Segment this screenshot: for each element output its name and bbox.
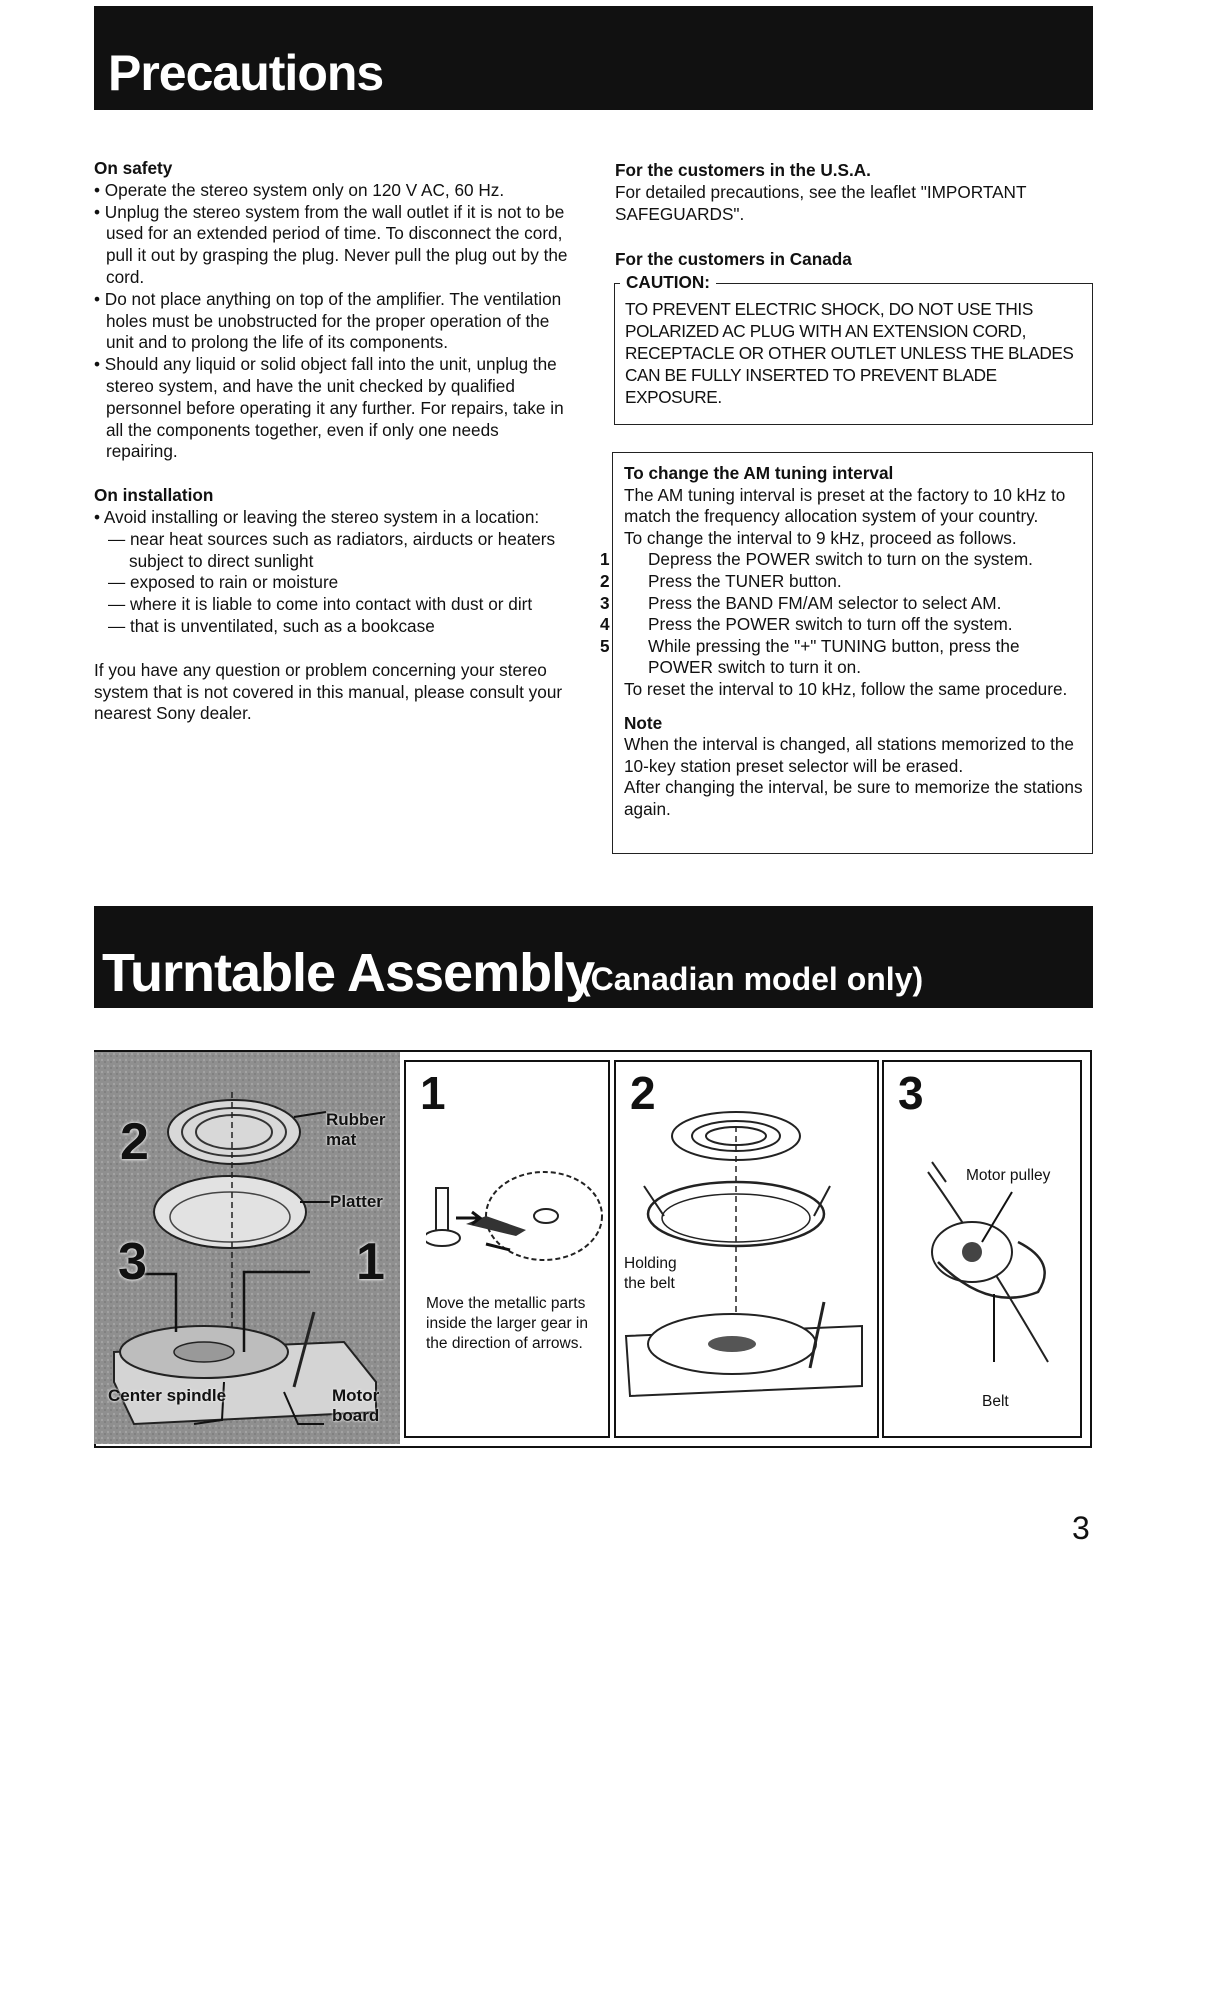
am-step: 3 Press the BAND FM/AM selector to select AM.: [600, 592, 1002, 613]
caution-title: CAUTION:: [620, 272, 716, 293]
am-step: 4 Press the POWER switch to turn off the system.: [600, 614, 1013, 635]
am-step: 1 Depress the POWER switch to turn on the system.: [600, 549, 1033, 570]
page-number: 3: [1072, 1510, 1090, 1546]
turntable-exploded-photo: [94, 1052, 400, 1444]
belt-label: Belt: [982, 1393, 1009, 1410]
platter-label: Platter: [330, 1192, 383, 1211]
installation-item: — where it is liable to come into contact with dust or dirt: [108, 594, 533, 615]
turntable-banner: [94, 906, 1093, 1008]
am-tuning-change: To change the interval to 9 kHz, proceed as follows.: [624, 527, 1017, 548]
installation-item: — near heat sources such as radiators, airducts or heaters subject to direct sunlight: [108, 528, 556, 571]
installation-item: — exposed to rain or moisture: [108, 572, 339, 593]
turntable-subtitle: (Canadian model only): [580, 961, 924, 997]
canada-heading: For the customers in Canada: [615, 249, 852, 269]
gear-drawing: [426, 1158, 626, 1288]
am-reset: To reset the interval to 10 kHz, follow the same procedure.: [624, 678, 1068, 699]
step-number: 3: [898, 1067, 924, 1119]
safety-bullet: • Should any liquid or solid object fall into the unit, unplug the stereo system, and have the unit checked by qualified personnel before operating it any further. For repairs, take in all the components together, even if only one needs repairing.: [94, 354, 564, 462]
step-panel-2: [614, 1060, 879, 1438]
photo-number-2: 2: [120, 1113, 149, 1171]
safety-heading: On safety: [94, 158, 173, 178]
step-panel-1: [404, 1060, 610, 1438]
center-spindle-label: Center spindle: [108, 1386, 227, 1405]
rubber-mat-label: Rubber mat: [326, 1110, 386, 1149]
step-number: 1: [420, 1067, 446, 1119]
am-step: 5 While pressing the "+" TUNING button, press the POWER switch to turn it on.: [600, 635, 1020, 678]
step-1-caption: Move the metallic parts inside the larger gear in the direction of arrows.: [426, 1295, 588, 1352]
motor-pulley-label: Motor pulley: [966, 1167, 1051, 1184]
am-tuning-heading: To change the AM tuning interval: [624, 463, 894, 483]
left-column: [94, 158, 574, 725]
am-step: 2 Press the TUNER button.: [600, 570, 842, 591]
usa-text: For detailed precautions, see the leaflet "IMPORTANT SAFEGUARDS".: [615, 181, 1027, 224]
am-tuning-section: [600, 463, 1088, 821]
am-tuning-intro: The AM tuning interval is preset at the factory to 10 kHz to match the frequency allocation system of your country.: [624, 484, 1066, 527]
usa-section: [615, 160, 1055, 225]
note-line: After changing the interval, be sure to memorize the stations again.: [624, 777, 1083, 819]
photo-number-3: 3: [118, 1233, 147, 1291]
step-number: 2: [630, 1067, 656, 1119]
safety-bullet: • Do not place anything on top of the amplifier. The ventilation holes must be unobstructed for the proper operation of the unit and to prolong the life of its components.: [94, 288, 562, 353]
note-heading: Note: [624, 712, 663, 733]
question-paragraph: If you have any question or problem concerning your stereo system that is not covered in this manual, please consult your nearest Sony dealer.: [94, 659, 563, 724]
safety-bullet: • Unplug the stereo system from the wall outlet if it is not to be used for an extended period of time. To disconnect the cord, pull it out by grasping the plug. Never pull the plug out by the cord.: [94, 201, 568, 287]
note-line: When the interval is changed, all stations memorized to the 10-key station preset selector will be erased.: [624, 734, 1074, 776]
turntable-title: Turntable Assembly: [102, 943, 595, 1003]
photo-number-1: 1: [356, 1233, 385, 1291]
usa-heading: For the customers in the U.S.A.: [615, 160, 871, 180]
caution-text: TO PREVENT ELECTRIC SHOCK, DO NOT USE THIS POLARIZED AC PLUG WITH AN EXTENSION CORD, RECEPTACLE OR OTHER OUTLET UNLESS THE BLADES CAN BE FULLY INSERTED TO PREVENT BLADE EXPOSURE.: [625, 299, 1074, 407]
installation-heading: On installation: [94, 485, 214, 506]
step-panel-3: [882, 1060, 1082, 1438]
precautions-title: Precautions: [108, 45, 384, 101]
step-2-caption: Holding the belt: [624, 1255, 677, 1292]
installation-item: — that is unventilated, such as a bookcase: [108, 615, 435, 636]
precautions-banner: [94, 6, 1093, 110]
safety-bullet: • Operate the stereo system only on 120 V AC, 60 Hz.: [94, 179, 505, 200]
motor-board-label: Motor board: [332, 1386, 380, 1425]
installation-intro: • Avoid installing or leaving the stereo system in a location:: [94, 506, 540, 527]
